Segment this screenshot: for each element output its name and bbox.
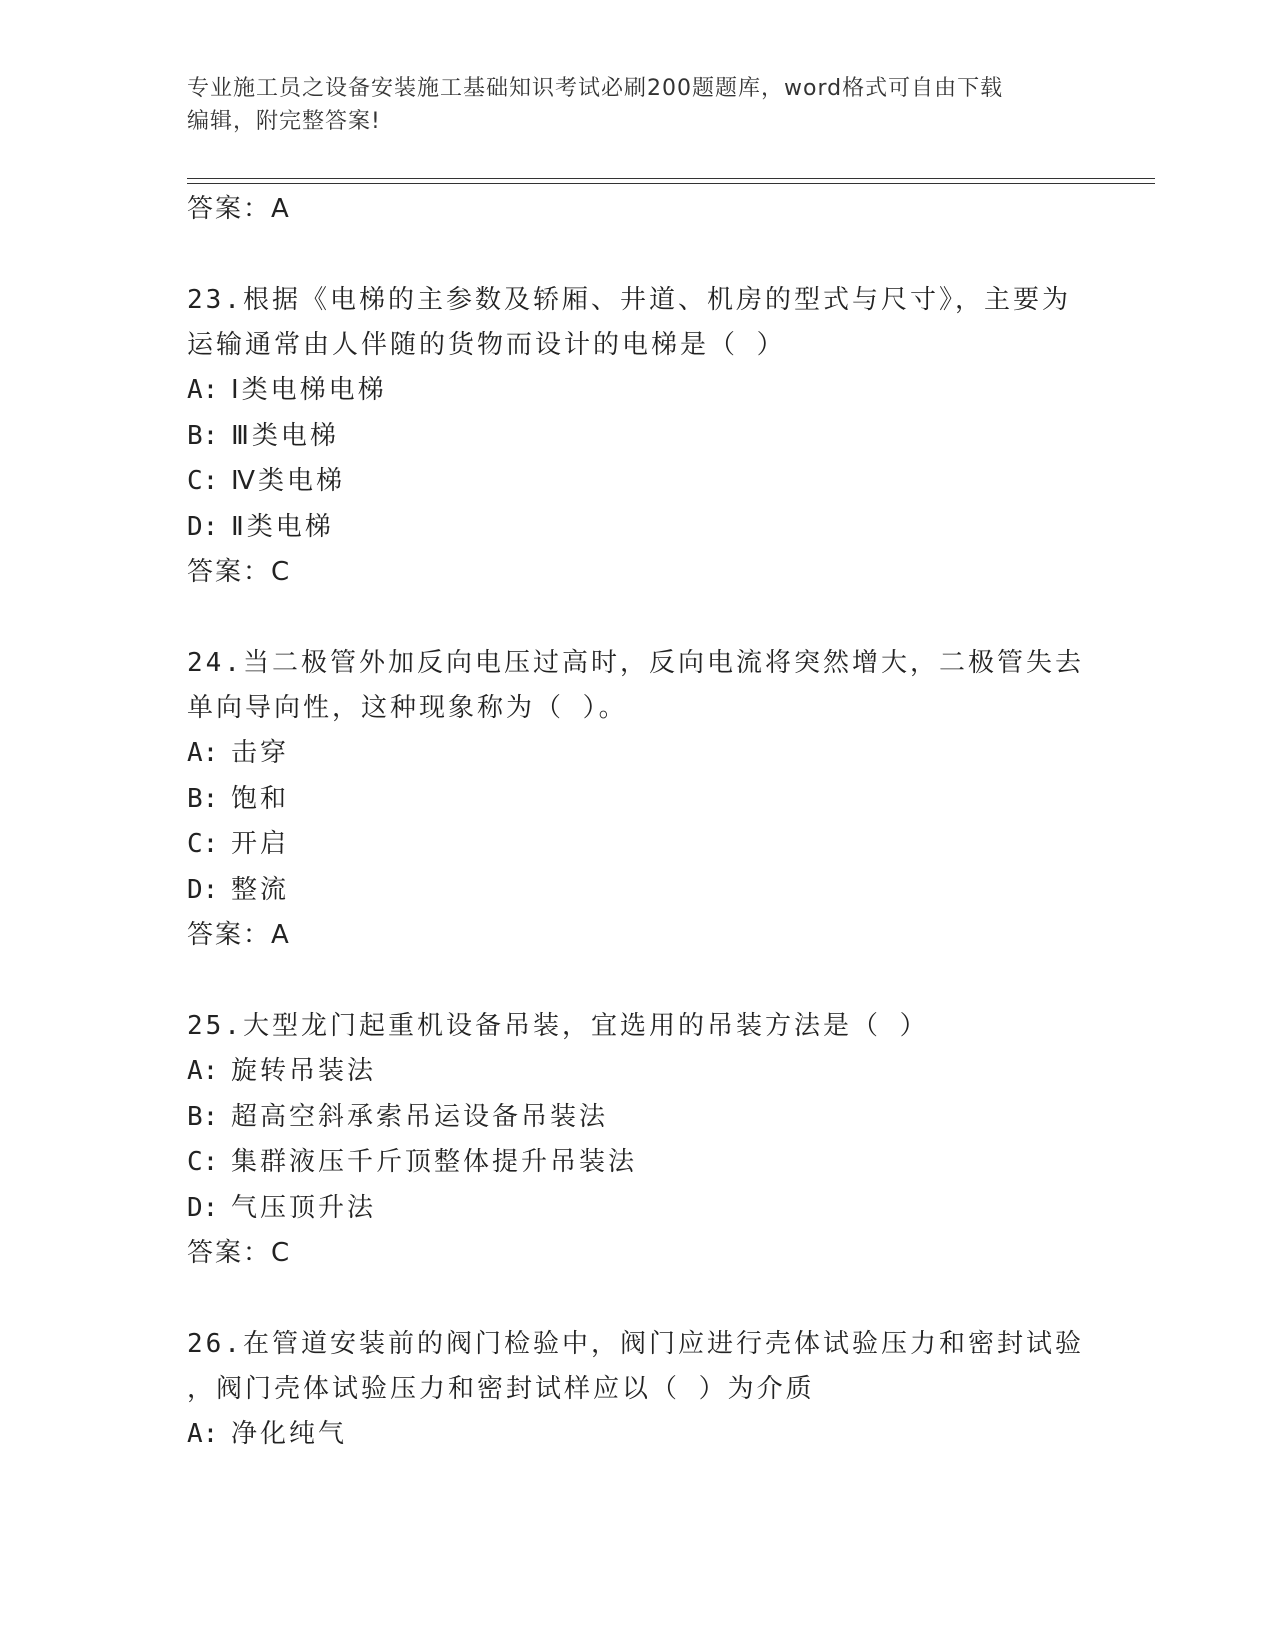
question-list [187, 187, 1087, 1458]
question-stem: 23.根据《电梯的主参数及轿厢、井道、机房的型式与尺寸》，主要为 [187, 285, 1071, 315]
option-a: A: Ⅰ类电梯电梯 [187, 375, 387, 405]
option-d: D: 整流 [187, 874, 290, 905]
question-26 [187, 1322, 1087, 1458]
question-23 [187, 278, 1087, 595]
question-stem: 运输通常由人伴随的货物而设计的电梯是（ ） [187, 330, 786, 360]
option-c: C: 开启 [187, 829, 290, 859]
header-line-1: 专业施工员之设备安装施工基础知识考试必刷200题题库，word格式可自由下载 [187, 76, 1004, 101]
question-stem: 25.大型龙门起重机设备吊装，宜选用的吊装方法是（ ） [187, 1011, 929, 1041]
question-stem: 24.当二极管外加反向电压过高时，反向电流将突然增大，二极管失去 [187, 648, 1084, 678]
answer-line: 答案：C [187, 1238, 292, 1268]
answer-line: 答案：A [187, 920, 291, 950]
question-24 [187, 641, 1087, 958]
answer-line: 答案：C [187, 557, 292, 587]
question-stem: 26.在管道安装前的阀门检验中，阀门应进行壳体试验压力和密封试验 [187, 1329, 1084, 1359]
header-rule-top [187, 178, 1155, 179]
option-b: B: 饱和 [187, 783, 290, 814]
option-c: C: Ⅳ类电梯 [187, 466, 345, 496]
header-line-2: 编辑，附完整答案! [187, 109, 381, 134]
option-a: A: 旋转吊装法 [187, 1056, 377, 1086]
header-rule-bottom [187, 183, 1155, 184]
option-a: A: 净化纯气 [187, 1419, 348, 1449]
option-c: C: 集群液压千斤顶整体提升吊装法 [187, 1147, 638, 1177]
option-b: B: Ⅲ类电梯 [187, 420, 339, 451]
option-d: D: Ⅱ类电梯 [187, 511, 334, 542]
question-25 [187, 1004, 1087, 1276]
page-header [187, 72, 1067, 138]
answer-line: 答案：A [187, 194, 291, 224]
option-b: B: 超高空斜承索吊运设备吊装法 [187, 1101, 609, 1132]
option-a: A: 击穿 [187, 738, 290, 768]
question-stem: ，阀门壳体试验压力和密封试样应以（ ）为介质 [187, 1374, 815, 1404]
option-d: D: 气压顶升法 [187, 1192, 377, 1223]
question-stem: 单向导向性，这种现象称为（ ）。 [187, 693, 628, 723]
